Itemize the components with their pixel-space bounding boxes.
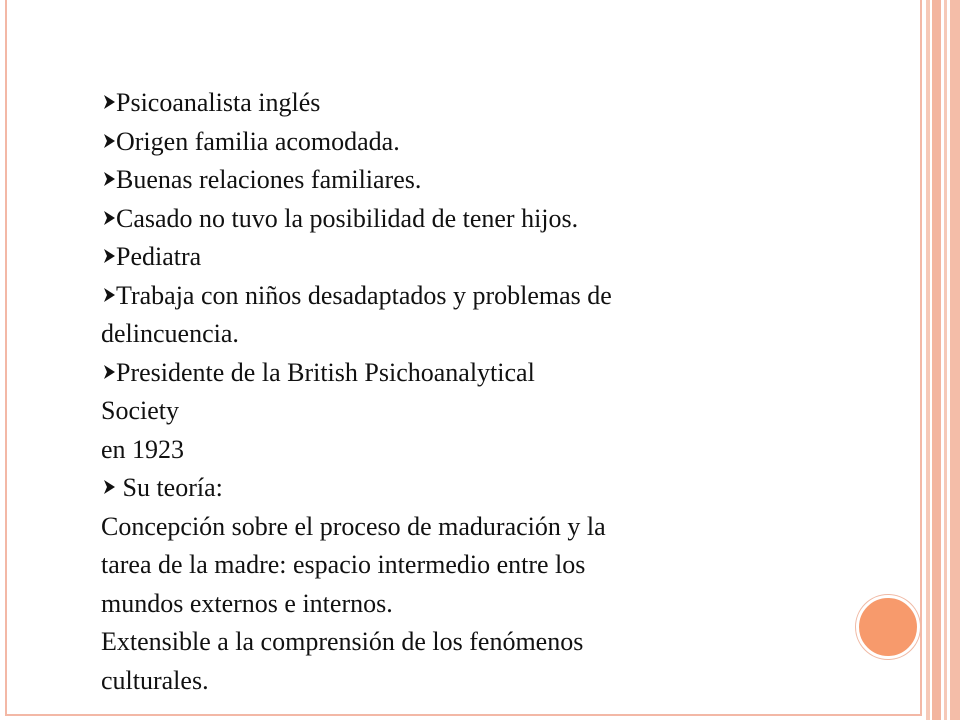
slide-body: [101, 84, 841, 700]
text-line: [101, 200, 841, 239]
line-text: delincuencia.: [101, 319, 239, 348]
text-line: [101, 84, 841, 123]
text-line: [101, 431, 841, 470]
line-text: Society: [101, 396, 179, 425]
line-text: Pediatra: [116, 242, 202, 271]
text-line: [101, 238, 841, 277]
line-text: Trabaja con niños desadaptados y problemas de: [116, 280, 612, 310]
arrowhead-bullet-icon: [103, 89, 116, 115]
text-line: [101, 315, 841, 354]
line-text: mundos externos e internos.: [101, 588, 393, 618]
line-text: Psicoanalista inglés: [116, 88, 321, 117]
text-line: [101, 662, 841, 701]
line-text: en 1923: [101, 434, 185, 464]
decorative-stripe: [950, 0, 960, 720]
text-line: [101, 469, 841, 508]
arrowhead-bullet-icon: [103, 166, 116, 192]
line-text: Presidente de la British Psichoanalytical: [116, 357, 535, 387]
text-line: [101, 546, 841, 585]
arrowhead-bullet-icon: [103, 128, 116, 154]
text-line: [101, 623, 841, 662]
text-line: [101, 508, 841, 547]
text-line: [101, 161, 841, 200]
decorative-circle: [856, 595, 920, 659]
arrowhead-bullet-icon: [103, 474, 116, 500]
arrowhead-bullet-icon: [103, 243, 116, 269]
arrowhead-bullet-icon: [103, 359, 116, 385]
text-line: [101, 354, 841, 393]
decorative-stripe: [932, 0, 941, 720]
text-line: [101, 123, 841, 162]
line-text: culturales.: [101, 665, 209, 695]
line-text: Buenas relaciones familiares.: [116, 165, 422, 194]
line-text: Concepción sobre el proceso de maduración y la: [101, 511, 606, 541]
line-text: Su teoría:: [116, 473, 223, 502]
text-line: [101, 392, 841, 431]
text-line: [101, 277, 841, 316]
line-text: Casado no tuvo la posibilidad de tener hijos.: [116, 203, 579, 233]
line-text: tarea de la madre: espacio intermedio entre los: [101, 550, 586, 579]
arrowhead-bullet-icon: [103, 282, 116, 308]
line-text: Extensible a la comprensión de los fenómenos: [101, 627, 584, 656]
line-text: Origen familia acomodada.: [116, 126, 400, 156]
arrowhead-bullet-icon: [103, 205, 116, 231]
decorative-stripe: [944, 0, 947, 720]
text-line: [101, 585, 841, 624]
decorative-stripe: [926, 0, 930, 720]
